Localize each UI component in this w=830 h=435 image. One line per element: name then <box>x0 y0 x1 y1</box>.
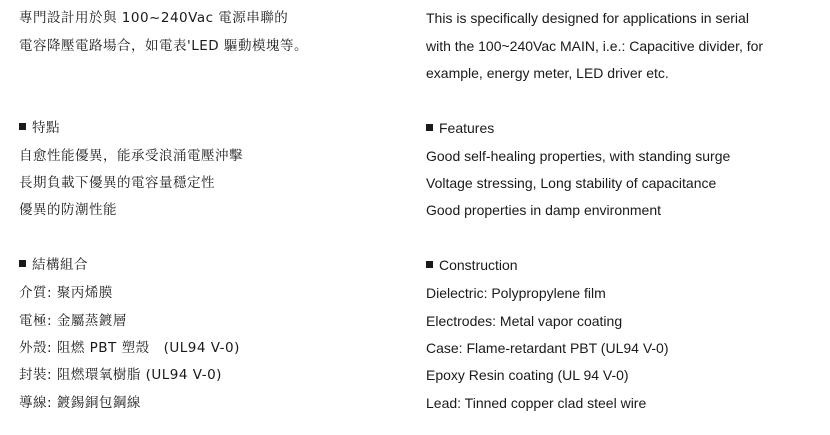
en-feature-item: Voltage stressing, Long stability of capacitance <box>426 175 717 191</box>
zh-feature-item: 優異的防潮性能 <box>19 202 117 218</box>
en-construction-heading-text: Construction <box>439 257 518 273</box>
zh-construction-heading-text: 結構組合 <box>32 257 88 273</box>
en-features-heading-text: Features <box>439 120 495 136</box>
en-intro-line-2: with the 100~240Vac MAIN, i.e.: Capacitive divider, for <box>426 38 764 54</box>
bullet-icon <box>19 123 26 130</box>
zh-features-heading <box>19 118 60 138</box>
en-features-heading <box>426 118 494 138</box>
zh-feature-item: 長期負載下優異的電容量穩定性 <box>19 175 215 191</box>
bullet-icon <box>19 260 26 267</box>
bullet-icon <box>426 261 433 268</box>
en-construction-heading <box>426 255 518 275</box>
en-construction-item: Epoxy Resin coating (UL 94 V-0) <box>426 367 629 383</box>
en-intro-line-1: This is specifically designed for applications in serial <box>426 10 749 26</box>
bullet-icon <box>426 124 433 131</box>
en-construction-item: Case: Flame-retardant PBT (UL94 V-0) <box>426 340 669 356</box>
en-construction-item: Electrodes: Metal vapor coating <box>426 313 623 329</box>
zh-intro-line-1: 專門設計用於與 100~240Vac 電源串聯的 <box>19 10 289 26</box>
zh-construction-heading <box>19 255 88 275</box>
zh-construction-item: 導線: 鍍錫銅包鋼線 <box>19 395 141 411</box>
zh-construction-item: 介質: 聚丙烯膜 <box>19 285 113 301</box>
en-feature-item: Good properties in damp environment <box>426 202 662 218</box>
zh-features-heading-text: 特點 <box>32 120 60 136</box>
zh-feature-item: 自愈性能優異，能承受浪涌電壓沖擊 <box>19 148 243 164</box>
en-construction-item: Lead: Tinned copper clad steel wire <box>426 395 647 411</box>
en-intro-line-3: example, energy meter, LED driver etc. <box>426 65 669 81</box>
zh-intro-line-2: 電容降壓電路場合，如電表'LED 驅動模塊等。 <box>19 38 308 54</box>
zh-construction-item: 外殼: 阻燃 PBT 塑殼 (UL94 V-0) <box>19 340 240 356</box>
en-feature-item: Good self-healing properties, with standing surge <box>426 148 731 164</box>
en-construction-item: Dielectric: Polypropylene film <box>426 285 606 301</box>
zh-construction-item: 電極: 金屬蒸鍍層 <box>19 313 127 329</box>
zh-construction-item: 封裝: 阻燃環氧樹脂 (UL94 V-0) <box>19 367 222 383</box>
